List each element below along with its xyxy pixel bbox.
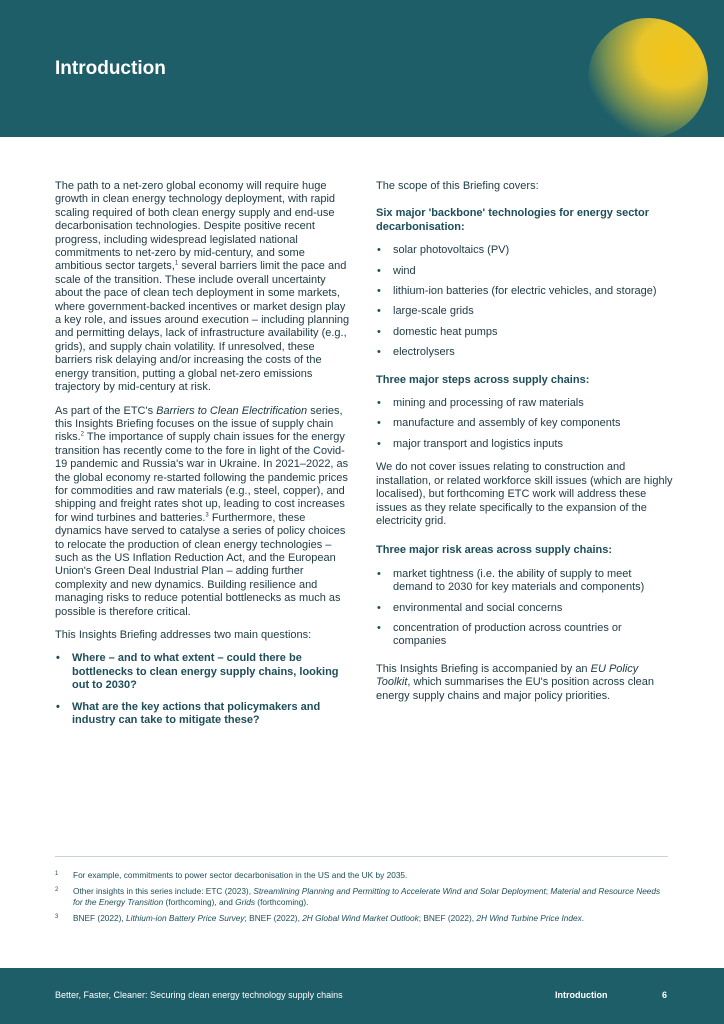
- list-item: • domestic heat pumps: [376, 326, 674, 339]
- footnote-text: (forthcoming).: [255, 897, 309, 907]
- cited-title: Material and Resource Needs for the Energy Transition: [73, 886, 661, 907]
- cited-title: Grids: [235, 897, 255, 907]
- footnote-ref-3[interactable]: 3: [205, 512, 209, 519]
- technologies-list: [376, 244, 674, 359]
- paragraph-context: The path to a net-zero global economy will require huge growth in clean energy technology deployment, with rapid scaling required of both clean energy supply and end-use decarbonisation technologies. Despite positive recent progress, including widespread legislated national commitments to net-zero by mid-century, and some ambitious sector targets,$^1$ several barriers limit the pace and scale of the transition. These include overall uncertainty about the pace of clean tech deployment in some markets, where government-backed incentives or market design play a key role, and issues around execution – including planning and permitting delays, lack of infrastructure availability (e.g., grids), and supply chain volatility. If unresolved, these barriers risk delaying and/or increasing the costs of the energy transition, putting a global net-zero emissions trajectory by mid-century at risk.: [55, 180, 350, 394]
- footnote: [55, 870, 668, 881]
- footnote-text: ; BNEF (2022),: [418, 913, 477, 923]
- technologies-heading: Six major 'backbone' technologies for energy sector decarbonisation:: [376, 207, 649, 233]
- cited-title: Streamlining Planning and Permitting to Accelerate Wind and Solar Deployment: [253, 886, 546, 896]
- list-item: • mining and processing of raw materials: [376, 397, 674, 410]
- decorative-sun-glow: [588, 18, 708, 137]
- list-item: • lithium-ion batteries (for electric vehicles, and storage): [376, 285, 674, 298]
- list-item: • What are the key actions that policymakers and industry can take to mitigate these?: [55, 701, 351, 728]
- paragraph-questions-intro: This Insights Briefing addresses two main questions:: [55, 629, 312, 641]
- page-footer: [0, 968, 724, 1024]
- footnote-number: 1: [55, 871, 59, 877]
- series-title: Barriers to Clean Electrification: [156, 404, 308, 417]
- footnote-number: 3: [55, 914, 59, 920]
- main-questions-list: [55, 652, 351, 727]
- right-column: [376, 180, 674, 713]
- list-item: • Where – and to what extent – could there be bottlenecks to clean energy supply chains, looking out to 2030?: [55, 652, 351, 692]
- toolkit-title: EU Policy Toolkit: [376, 662, 639, 689]
- footnote: [55, 886, 668, 908]
- footnote-ref-2[interactable]: 2: [80, 431, 85, 438]
- footnote-text: BNEF (2022),: [73, 913, 127, 923]
- page-header: [0, 0, 724, 137]
- cited-title: 2H Wind Turbine Price Index: [476, 913, 582, 923]
- footer-report-title: Better, Faster, Cleaner: Securing clean energy technology supply chains: [55, 990, 343, 1000]
- footnote-text: .: [581, 913, 585, 923]
- footnote: [55, 913, 668, 924]
- steps-heading: Three major steps across supply chains:: [376, 373, 590, 386]
- paragraph-focus: As part of the ETC's Barriers to Clean Electrification series, this Insights Briefing focuses on the issue of supply chain risks.$^2$ The importance of supply chain issues for the energy transition has recently come to the fore in light of the Covid-19 pandemic and Russia's war in Ukraine. In 2021–2022, as the global economy re-started following the pandemic prices for commodities and raw materials (e.g., steel, copper), and shipping and freight rates shot up, leading to cost increases for wind turbines and batteries.$^3$ Furthermore, these dynamics have served to catalyse a series of policy choices to relocate the production of clean energy technologies – such as the US Inflation Reduction Act, and the European Union's Green Deal Industrial Plan – adding further complexity and new dynamics. Building resilience and managing risks to reduce potential bottlenecks as much as possible is therefore critical.: [55, 404, 349, 618]
- footnote-number: 2: [55, 887, 59, 893]
- list-item: • manufacture and assembly of key components: [376, 417, 674, 430]
- cited-title: 2H Global Wind Market Outlook: [302, 913, 419, 923]
- list-item: • solar photovoltaics (PV): [376, 244, 674, 257]
- cited-title: Lithium-ion Battery Price Survey: [126, 913, 245, 923]
- steps-list: [376, 397, 674, 451]
- scope-note: We do not cover issues relating to construction and installation, or related workforce skill issues (which are highly localised), but forthcoming ETC work will address these issues as they relate specifically to the expansion of the electricity grid.: [376, 461, 673, 527]
- risk-heading: Three major risk areas across supply chains:: [376, 544, 613, 557]
- toolkit-note: This Insights Briefing is accompanied by an EU Policy Toolkit, which summarises the EU's position across clean energy supply chains and major policy priorities.: [376, 662, 655, 702]
- footnote-text: For example, commitments to power sector decarbonisation in the US and the UK by 2035.: [73, 870, 408, 880]
- footnote-text: Other insights in this series include: ETC (2023),: [73, 886, 254, 896]
- list-item: • major transport and logistics inputs: [376, 438, 674, 451]
- footnote-ref-1[interactable]: 1: [174, 260, 179, 267]
- footnote-text: ;: [545, 886, 551, 896]
- scope-intro: The scope of this Briefing covers:: [376, 180, 539, 192]
- footnotes: [55, 856, 668, 929]
- list-item: • concentration of production across countries or companies: [376, 622, 674, 649]
- page-number: 6: [662, 990, 668, 1000]
- risk-list: [376, 568, 674, 649]
- footer-section-name: Introduction: [555, 990, 608, 1000]
- list-item: • wind: [376, 265, 674, 278]
- list-item: • electrolysers: [376, 346, 674, 359]
- list-item: • market tightness (i.e. the ability of supply to meet demand to 2030 for key materials and components): [376, 568, 674, 595]
- list-item: • environmental and social concerns: [376, 602, 674, 615]
- list-item: • large-scale grids: [376, 305, 674, 318]
- page-title: Introduction: [55, 58, 166, 79]
- footnote-text: (forthcoming), and: [163, 897, 236, 907]
- footnote-text: ; BNEF (2022),: [244, 913, 303, 923]
- left-column: [55, 180, 351, 737]
